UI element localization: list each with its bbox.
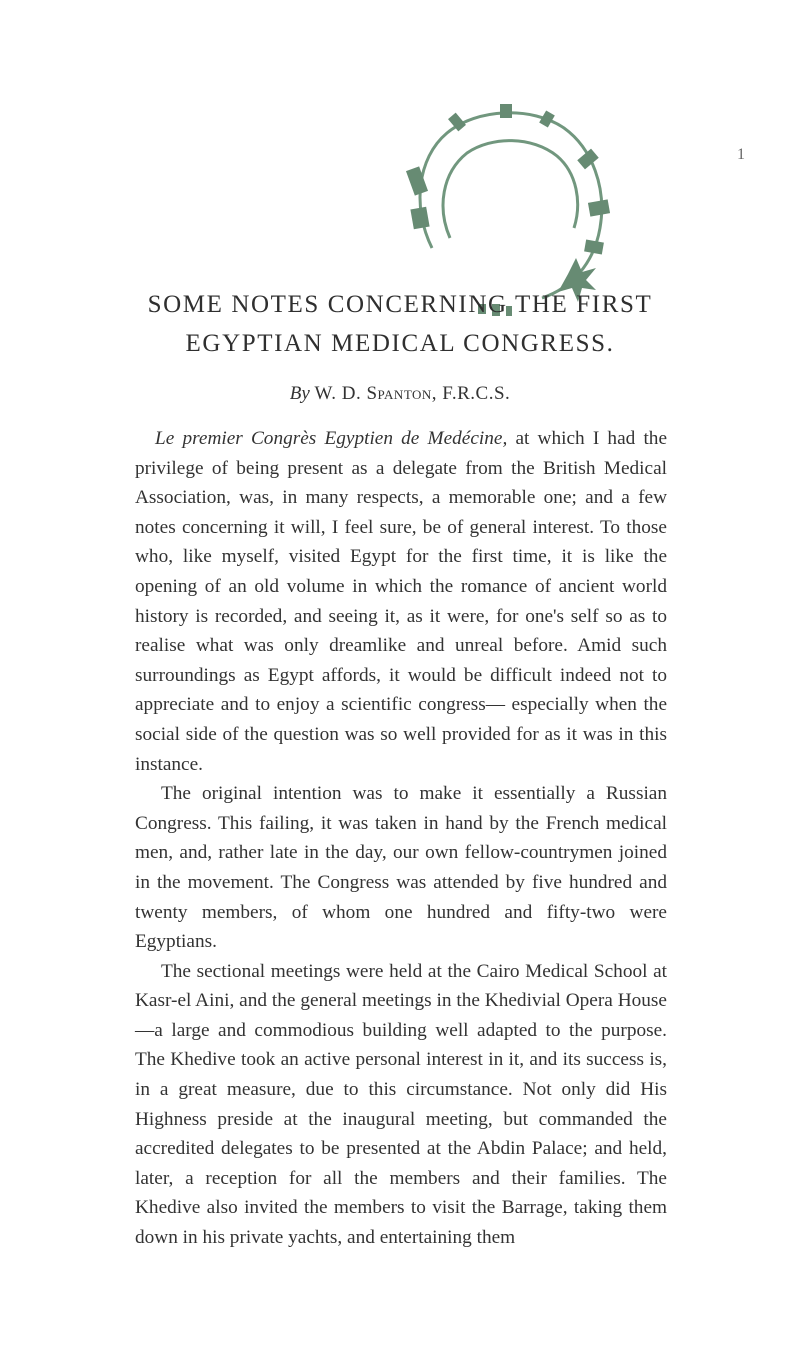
paragraph: The sectional meetings were held at the Cairo Medical School at Kasr-el Aini, and the general meetings in the Khedivial Opera House—a large and commodious building well adapted to the purpose. The Khedive took an active personal interest in it, and its success is, in a great measure, due to this circumstance. Not only did His Highness preside at the inaugural meeting, but commanded the accredited delegates to be presented at the Abdin Palace; and held, later, a reception for all the members and their families. The Khedive also invited the members to visit the Barrage, taking them down in his private yachts, and entertaining them <box>135 960 667 1249</box>
paragraph <box>135 424 667 779</box>
title-line-1: SOME NOTES CONCERNING THE FIRST <box>147 291 653 318</box>
article-body <box>135 424 667 1253</box>
byline-author: W. D. Spanton, F.R.C.S. <box>314 383 511 404</box>
paragraph-lead-italic: Le premier Congrès Egyptien de Medécine, <box>155 428 508 449</box>
title-line-2: EGYPTIAN MEDICAL CONGRESS. <box>185 330 615 357</box>
page-number: 1 <box>737 146 745 163</box>
byline <box>0 383 800 405</box>
paragraph-text: at which I had the privilege of being present as a delegate from the British Medical Association, was, in many respects, a memorable one; and a few notes concerning it will, I feel sure, be of general interest. To those who, like myself, visited Egypt for the first time, it is like the opening of an old volume in which the romance of ancient world history is recorded, and seeing it, as it were, for one's self so as to realise what was only dreamlike and unreal before. Amid such surroundings as Egypt affords, it would be difficult indeed not to appreciate and to enjoy a scientific congress— especially when the social side of the question was so well provided for as it was in this instance. <box>135 428 667 775</box>
paragraph: The original intention was to make it essentially a Russian Congress. This failing, it was taken in hand by the French medical men, and, rather late in the day, our own fellow-countrymen joined in the movement. The Congress was attended by five hundred and twenty members, of whom one hundred and fifty-two were Egyptians. <box>135 783 667 953</box>
byline-by: By <box>289 383 310 404</box>
